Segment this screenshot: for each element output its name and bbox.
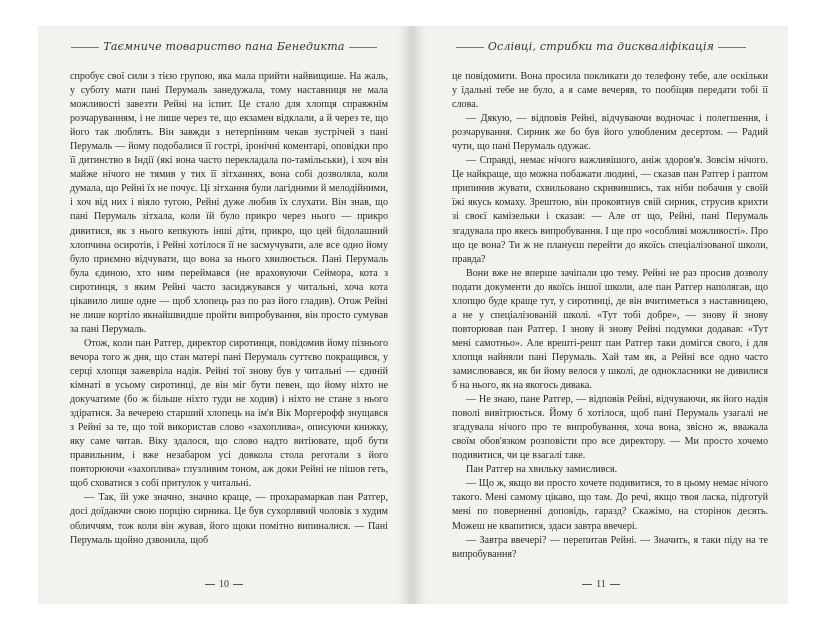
paragraph: Пан Ратгер на хвильку замислився. xyxy=(466,464,618,476)
book-spread xyxy=(38,26,788,604)
left-body-text xyxy=(70,70,388,548)
folio-dash xyxy=(205,584,215,585)
folio-dash xyxy=(582,584,592,585)
left-page xyxy=(38,26,410,604)
paragraph: — Завтра ввечері? — перепитав Рейні. — Значить, я таки піду на те випробування? xyxy=(452,534,768,560)
paragraph: — Справді, немає нічого важливішого, аніж здоров'я. Зовсім нічого. Це найкраще, що можна побажати людині, — сказав пан Ратгер і раптом припинив жувати, схвильовано скривившись, так ніби побачив у своїй їжі якусь комаху. Зрештою, він проковтнув свій сирник, струсив крихти зі своєї камізельки і сказав: — Але от що, Рейні, пані Перумаль згадувала про якесь випробування. І ще про «особливі можливості». Про що це вона? Ти ж не плануєш перейти до якоїсь спеціалізованої школи, правда? xyxy=(452,155,768,265)
folio-dash xyxy=(233,584,243,585)
right-page xyxy=(414,26,788,604)
paragraph: — Що ж, якщо ви просто хочете подивитися, то в цьому немає нічого такого. Мені самому цікаво, що там. До речі, якщо твоя ласка, підготуй мені по поверненні доповідь, гаразд? Скажімо, на сторінок десять. Можеш не квапитися, здаси завтра ввечері. xyxy=(452,478,768,532)
left-page-number: 10 xyxy=(219,579,229,590)
right-page-number: 11 xyxy=(596,579,606,590)
folio-dash xyxy=(610,584,620,585)
paragraph: Вони вже не вперше зачіпали цю тему. Рейні не раз просив дозволу подати документи до якоїсь іншої школи, але пан Ратгер наполягав, що хлопцю буде краще тут, у сиротинці, де він вчитиметься з наставницею, а не у спеціалізованій школі. «Тут тобі добре», — знову й знову повторював пан Ратгер. І знову й знову Рейні подумки додавав: «Тут мені самотньо». Але врешті-решт пан Ратгер таки домігся свого, і для хлопця найняли пані Перумаль. Хай там як, а Рейні все одно часто замислювався, як би йому велося у школі, де однокласники не дивилися б на нього, як на якогось дивака. xyxy=(452,267,768,392)
head-rule-right xyxy=(718,47,746,48)
right-running-head xyxy=(414,40,788,53)
paragraph: спробує свої сили з тією групою, яка мала прийти найвищише. На жаль, у суботу мати пані Перумаль занедужала, тому наставниця не мала можливості завезти Рейні на іспит. Це стало для хлопця справжнім розчаруванням, і не лише через те, що екзамен відклали, а й через те, що його так люблять. Він завжди з нетерпінням чекав зустрічей з пані Перумаль — йому подобалися її гострі, іронічні коментарі, оповідки про її дитинство в Індії (які вона часто перекладала по-тамільськи), і хоч він майже нічого не тямив у тих її зітханнях, вона собі дозволяла, коли думала, що Рейні їх не почує. Ці зітхання були лагідними й мелодійними, і хоч від них і віяло тугою, Рейні дуже любив їх слухати. Він знав, що пані Перумаль зітхала, коли їй було прикро через нього — прикро дивитися, як з нього кепкують інші діти, прикро, що цей бідолашний хлопчина осиротів, і Рейні хотілося її не засмучувати, але все одно йому було приємно відчувати, що вона за нього хвилюється. Пані Перумаль була єдиною, хто ним переймався (не враховуючи Сеймора, кота з сиротинця, з яким Рейні часто засиджувався у читальні, хоча кота цікавило лише одне — щоб хлопець раз по раз його гладив). Отож Рейні не лише кортіло якнайшвидше пройти випробування, він просто сумував за пані Перумаль. xyxy=(70,71,388,335)
head-rule-left xyxy=(456,47,484,48)
left-running-head-text: Таємниче товариство пана Бенедикта xyxy=(103,40,345,53)
left-folio xyxy=(38,579,410,590)
right-running-head-text: Ослівці, стрибки та дискваліфікація xyxy=(487,40,715,53)
paragraph: — Дякую, — відповів Рейні, відчуваючи водночас і полегшення, і розчарування. Сирник же бо був його улюбленим десертом. — Радий чути, що пані Перумаль одужає. xyxy=(452,113,768,153)
paragraph: — Так, їй уже значно, значно краще, — прохарамаркав пан Ратгер, досі доїдаючи свою порцію сирника. Це був сухорлявий чоловік з худим обличчям, тож коли він жував, його щоки помітно випиналися. — Пані Перумаль щойно дзвонила, щоб xyxy=(70,492,388,546)
right-folio xyxy=(414,579,788,590)
paragraph: Отож, коли пан Ратгер, директор сиротинця, повідомив йому пізнього вечора того ж дня, що стан матері пані Перумаль суттєво покращився, у серці хлопця зажевріла надія. Рейні тої знову був у читальні — єдиній кімнаті в усьому сиротинці, де він міг бути певен, що йому ніхто не докучатиме (бо ж більше ніхто туди не ходив) і ніхто не стане з нього здіратися. За вечерею старший хлопець на ім'я Вік Моргерофф знущався з Рейні за те, що той використав слово «захоплива», описуючи книжку, яку саме читав. Віку здалося, що слово надто витіювате, щоб бути правильним, і вже незабаром усі довкола стола реготали з його повторюючи «захоплива» глузливим тоном, аж доки Рейні не пішов геть, щоб сховатися з собі притулок у читальні. xyxy=(70,337,388,490)
paragraph: це повідомити. Вона просила покликати до телефону тебе, але оскільки у їдальні тебе не було, а я саме вечеряв, то пообіцяв передати тобі її слова. xyxy=(452,71,768,111)
head-rule-right xyxy=(349,47,377,48)
paragraph: — Не знаю, пане Ратгер, — відповів Рейні, відчуваючи, як його надія поволі вивітрюється. Йому б хотілося, щоб пані Перумаль узагалі не згадувала нічого про те випробування, хоча вона, звісно ж, вважала своїм обов'язком розповісти про все директору. — Ми просто хочемо подивитися, чи це взагалі таке. xyxy=(452,394,768,462)
right-body-text xyxy=(452,70,768,562)
left-running-head xyxy=(38,40,410,53)
head-rule-left xyxy=(71,47,99,48)
